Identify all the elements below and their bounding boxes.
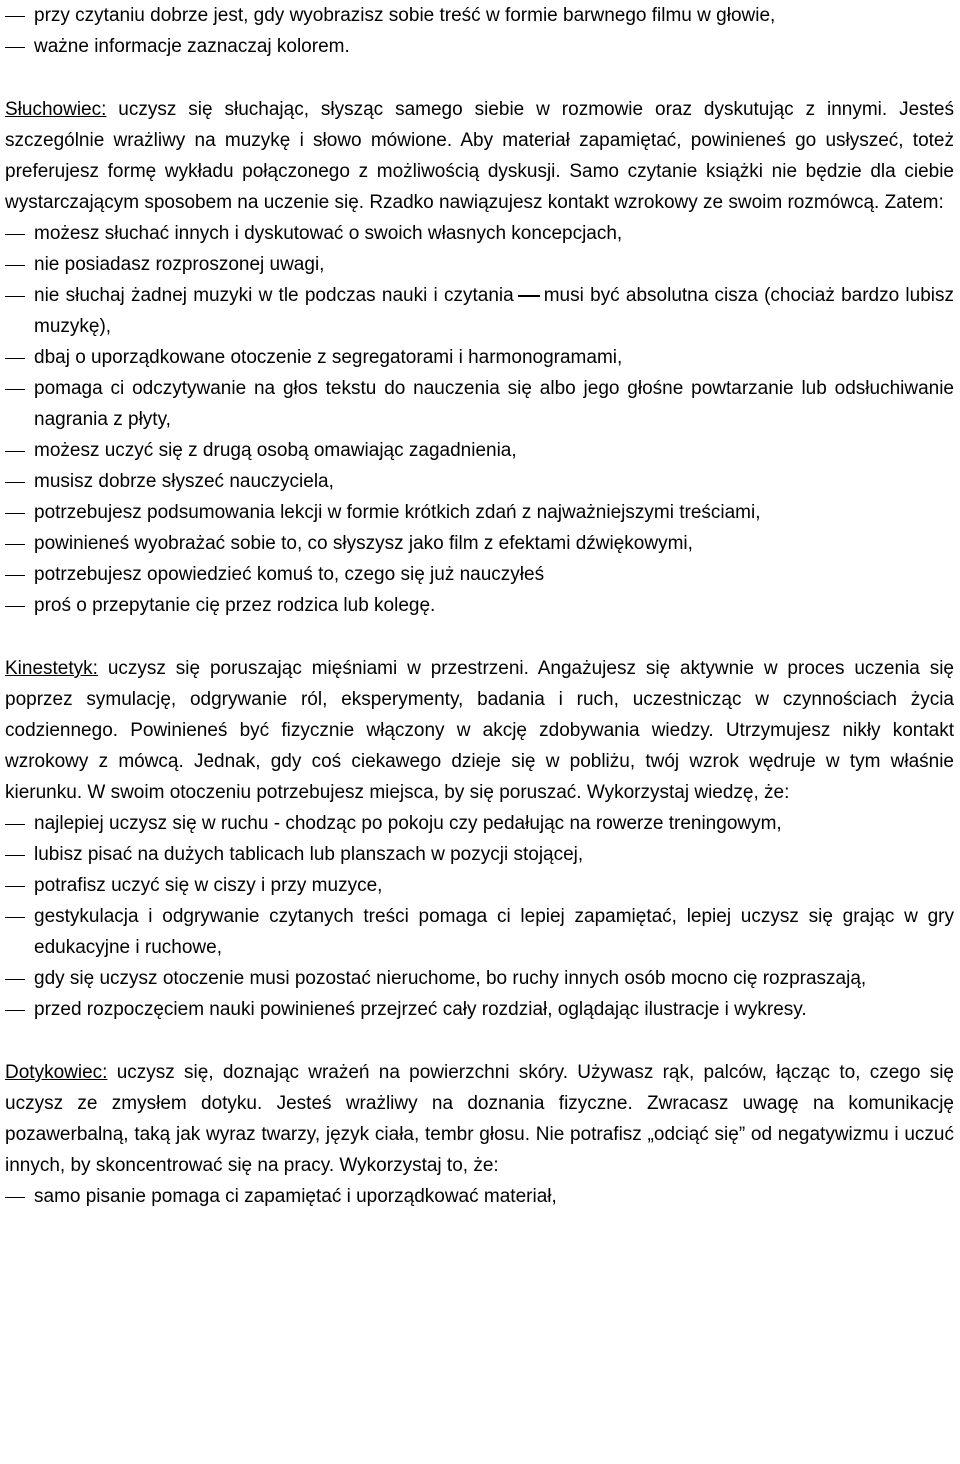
- list-item: musisz dobrze słyszeć nauczyciela,: [5, 466, 954, 497]
- list-item: proś o przepytanie cię przez rodzica lub kolegę.: [5, 590, 954, 621]
- list-item: przed rozpoczęciem nauki powinieneś przejrzeć cały rozdział, oglądając ilustracje i wykresy.: [5, 994, 954, 1025]
- list-item: potrzebujesz opowiedzieć komuś to, czego się już nauczyłeś: [5, 559, 954, 590]
- sluchowiec-list: [5, 218, 954, 621]
- list-item: potrafisz uczyć się w ciszy i przy muzyce,: [5, 870, 954, 901]
- list-item: gestykulacja i odgrywanie czytanych treści pomaga ci lepiej zapamiętać, lepiej uczysz się grając w gry edukacyjne i ruchowe,: [5, 901, 954, 963]
- dotykowiec-paragraph: [5, 1057, 954, 1181]
- music-item-part-b: musi być absolutna cisza (chociaż bardzo lubisz muzykę),: [34, 285, 955, 337]
- list-item: potrzebujesz podsumowania lekcji w formie krótkich zdań z najważniejszymi treściami,: [5, 497, 954, 528]
- list-item: pomaga ci odczytywanie na głos tekstu do nauczenia się albo jego głośne powtarzanie lub odsłuchiwanie nagrania z płyty,: [5, 373, 954, 435]
- sluchowiec-description: uczysz się słuchając, słysząc samego siebie w rozmowie oraz dyskutując z innymi. Jesteś szczególnie wrażliwy na muzykę i słowo mówione. Aby materiał zapamiętać, powinieneś go usłyszeć, toteż preferujesz formę wykładu połączonego z możliwością dyskusji. Samo czytanie książki nie będzie dla ciebie wystarczającym sposobem na uczenie się. Rzadko nawiązujesz kontakt wzrokowy ze swoim rozmówcą. Zatem:: [5, 99, 954, 213]
- music-item-part-a: nie słuchaj żadnej muzyki w tle podczas nauki i czytania: [34, 285, 514, 306]
- dotykowiec-term: Dotykowiec:: [5, 1062, 108, 1083]
- inline-dash: [518, 295, 540, 296]
- kinestetyk-list: [5, 808, 954, 1025]
- sluchowiec-term: Słuchowiec:: [5, 99, 107, 120]
- list-item: nie posiadasz rozproszonej uwagi,: [5, 249, 954, 280]
- list-item: możesz słuchać innych i dyskutować o swoich własnych koncepcjach,: [5, 218, 954, 249]
- list-item: gdy się uczysz otoczenie musi pozostać nieruchome, bo ruchy innych osób mocno cię rozpraszają,: [5, 963, 954, 994]
- list-item: przy czytaniu dobrze jest, gdy wyobrazisz sobie treść w formie barwnego filmu w głowie,: [5, 0, 954, 31]
- sluchowiec-paragraph: [5, 94, 954, 218]
- list-item: możesz uczyć się z drugą osobą omawiając zagadnienia,: [5, 435, 954, 466]
- list-item: najlepiej uczysz się w ruchu - chodząc po pokoju czy pedałując na rowerze treningowym,: [5, 808, 954, 839]
- list-item: ważne informacje zaznaczaj kolorem.: [5, 31, 954, 62]
- list-item: dbaj o uporządkowane otoczenie z segregatorami i harmonogramami,: [5, 342, 954, 373]
- kinestetyk-term: Kinestetyk:: [5, 658, 98, 679]
- list-item: lubisz pisać na dużych tablicach lub planszach w pozycji stojącej,: [5, 839, 954, 870]
- dotykowiec-list: [5, 1181, 954, 1212]
- list-item: powinieneś wyobrażać sobie to, co słyszysz jako film z efektami dźwiękowymi,: [5, 528, 954, 559]
- visual-tips-list: [5, 0, 954, 62]
- list-item: samo pisanie pomaga ci zapamiętać i uporządkować materiał,: [5, 1181, 954, 1212]
- spacer: [5, 621, 954, 653]
- dotykowiec-description: uczysz się, doznając wrażeń na powierzchni skóry. Używasz rąk, palców, łącząc to, czego się uczysz ze zmysłem dotyku. Jesteś wrażliwy na doznania fizyczne. Zwracasz uwagę na komunikację pozawerbalną, taką jak wyraz twarzy, język ciała, tembr głosu. Nie potrafisz „odciąć się” od negatywizmu i uczuć innych, by skoncentrować się na pracy. Wykorzystaj to, że:: [5, 1062, 954, 1176]
- kinestetyk-description: uczysz się poruszając mięśniami w przestrzeni. Angażujesz się aktywnie w proces uczenia się poprzez symulację, odgrywanie ról, eksperymenty, badania i ruch, uczestnicząc w czynnościach życia codziennego. Powinieneś być fizycznie włączony w akcję zdobywania wiedzy. Utrzymujesz nikły kontakt wzrokowy z mówcą. Jednak, gdy coś ciekawego dzieje się w pobliżu, twój wzrok wędruje w tym właśnie kierunku. W swoim otoczeniu potrzebujesz miejsca, by się poruszać. Wykorzystaj wiedzę, że:: [5, 658, 954, 803]
- spacer: [5, 1025, 954, 1057]
- list-item-music: [5, 280, 954, 342]
- kinestetyk-paragraph: [5, 653, 954, 808]
- spacer: [5, 62, 954, 94]
